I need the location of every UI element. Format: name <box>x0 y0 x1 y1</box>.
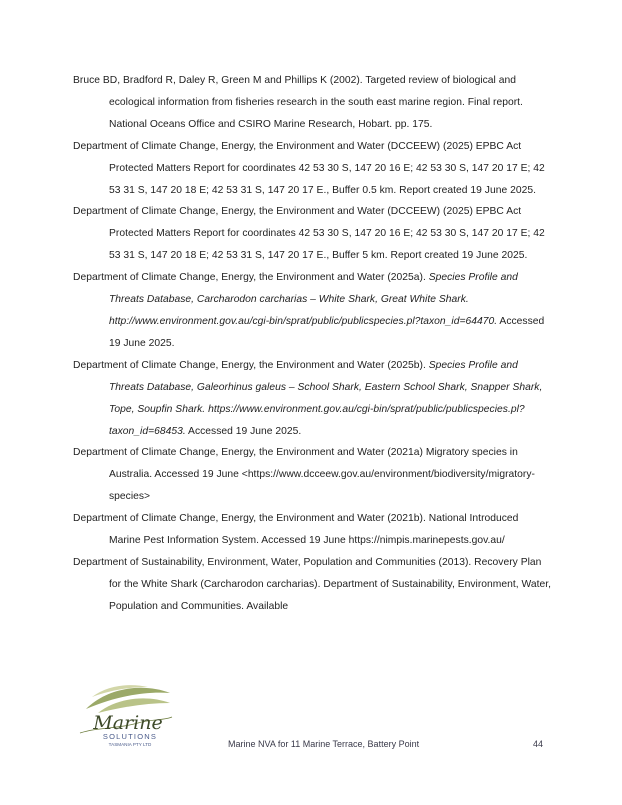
reference-accessed: Accessed 19 June 2025. <box>109 315 545 349</box>
reference-text: Department of Climate Change, Energy, the Environment and Water (DCCEEW) (2025) EPBC Act Protected Matters Report for coordinates 42 53 30 S, 147 20 16 E; 42 53 30 S, 147 20 17 E; 42 53 31 S, 147 20 18 E; 42 53 31 S, 147 20 17 E., Buffer 5 km. Report created 19 June 2025. <box>73 206 545 262</box>
logo-subtitle-small: TASMANIA PTY LTD <box>108 742 152 747</box>
reference-text: Department of Climate Change, Energy, the Environment and Water (2025a). <box>73 272 429 284</box>
reference-entry <box>73 70 551 136</box>
reference-entry <box>73 201 551 267</box>
reference-entry <box>73 442 551 508</box>
reference-text: Department of Climate Change, Energy, the Environment and Water (2021a) Migratory species in Australia. Accessed 19 June <https://www.dcceew.gov.au/environment/biodiversity/migratory-species> <box>73 447 535 503</box>
reference-title: Species Profile and Threats Database, Galeorhinus galeus – School Shark, Eastern School Shark, Snapper Shark, Tope, Soupfin Shark. https://www.environment.gov.au/cgi-bin/sprat/public/publicspecies.pl?taxon_id=68453. <box>109 359 543 437</box>
marine-solutions-logo <box>78 683 174 749</box>
reference-entry <box>73 355 551 443</box>
reference-entry <box>73 267 551 355</box>
reference-text: Department of Climate Change, Energy, the Environment and Water (DCCEEW) (2025) EPBC Act Protected Matters Report for coordinates 42 53 30 S, 147 20 16 E; 42 53 30 S, 147 20 17 E; 42 53 31 S, 147 20 18 E; 42 53 31 S, 147 20 17 E., Buffer 0.5 km. Report created 19 June 2025. <box>73 140 545 196</box>
reference-entry <box>73 552 551 618</box>
reference-entry <box>73 136 551 202</box>
reference-entry <box>73 508 551 552</box>
reference-accessed: Accessed 19 June 2025. <box>185 425 302 437</box>
reference-text: Department of Climate Change, Energy, the Environment and Water (2021b). National Introduced Marine Pest Information System. Accessed 19 June https://nimpis.marinepests.gov.au/ <box>73 513 519 547</box>
logo-subtitle: SOLUTIONS <box>102 732 158 741</box>
reference-title: Species Profile and Threats Database, Carcharodon carcharias – White Shark, Great White Shark. http://www.environment.gov.au/cgi-bin/sprat/public/publicspecies.pl?taxon_id=64470. <box>109 272 518 327</box>
reference-text: Department of Climate Change, Energy, the Environment and Water (2025b). <box>73 359 429 371</box>
page-number: 44 <box>533 739 544 749</box>
reference-list <box>73 70 551 618</box>
logo-wordmark: Marine <box>93 712 163 734</box>
footer-document-title: Marine NVA for 11 Marine Terrace, Battery Point <box>228 739 420 749</box>
reference-text: Department of Sustainability, Environment, Water, Population and Communities (2013). Recovery Plan for the White Shark (Carcharodon carcharias). Department of Sustainability, Environment, Water, Population and Communities. Available <box>73 556 551 612</box>
reference-text: Bruce BD, Bradford R, Daley R, Green M and Phillips K (2002). Targeted review of biological and ecological information from fisheries research in the south east marine region. Final report. National Oceans Office and CSIRO Marine Research, Hobart. pp. 175. <box>73 75 523 130</box>
